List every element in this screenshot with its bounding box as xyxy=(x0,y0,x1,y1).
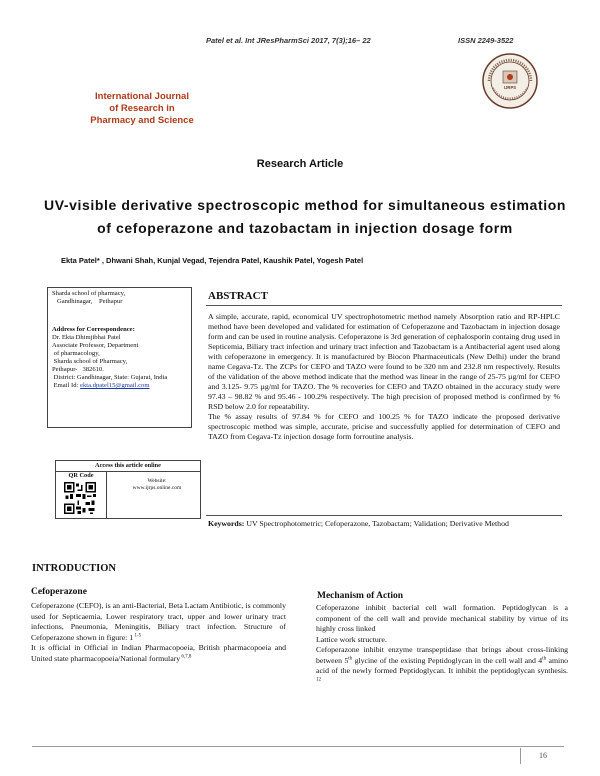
issn: ISSN 2249-3522 xyxy=(458,36,514,45)
correspondence-line: Sharda school of Pharmacy, xyxy=(52,358,128,365)
keywords-text: UV Spectrophotometric; Cefoperazone, Tazobactam; Validation; Derivative Method xyxy=(244,519,509,528)
access-online-box xyxy=(55,460,201,519)
correspondence-title: Address for Correspondence: xyxy=(52,326,135,333)
email-line xyxy=(52,382,187,390)
article-title xyxy=(40,194,570,240)
reference: 6,7,8 xyxy=(180,653,192,659)
journal-name-line: Pharmacy and Science xyxy=(90,115,194,126)
author-list: Ekta Patel* , Dhwani Shah, Kunjal Vegad, Tejendra Patel, Kaushik Patel, Yogesh Patel xyxy=(61,256,364,265)
paragraph-text: glycine of the existing Peptidoglycan in the cell wall and 4 xyxy=(352,655,543,665)
reference: 12 xyxy=(316,676,321,682)
website-label: Website: xyxy=(147,478,167,484)
mechanism-body xyxy=(316,603,568,687)
email-link[interactable]: ekta.dpatel15@gmail.com xyxy=(80,382,150,389)
abstract-heading: ABSTRACT xyxy=(208,290,268,302)
keywords xyxy=(208,519,560,529)
cefoperazone-body xyxy=(31,601,286,664)
affiliation-line: Sharda school of pharmacy, xyxy=(52,290,126,297)
paragraph-text: Cefoperazone inhibit enzyme transpeptidase that brings about cross-linking between 5 xyxy=(316,645,568,665)
footer-rule xyxy=(32,746,564,747)
access-heading: Access this article online xyxy=(56,461,200,472)
correspondence-line: Pethapur- 382610. xyxy=(52,366,104,373)
journal-name-line: International Journal xyxy=(95,91,189,102)
superscript: th xyxy=(542,655,547,661)
journal-name-line: of Research in xyxy=(109,103,175,114)
page-number: 16 xyxy=(520,748,565,764)
title-line: UV-visible derivative spectroscopic method for simultaneous estimation xyxy=(43,197,567,213)
correspondence-line: Dr. Ekta Dhimjibhai Patel xyxy=(52,334,121,341)
affiliation-line: Gandhinagar, Pethapur xyxy=(52,298,123,305)
logo-label: IJRPS xyxy=(503,85,517,90)
paragraph xyxy=(31,601,286,643)
paragraph: Lattice work structure. xyxy=(316,634,387,644)
paragraph xyxy=(31,643,286,664)
abstract-paragraph: The % assay results of 97.84 % for CEFO and 100.25 % for TAZO indicate the proposed derivative spectroscopic method was simple, accurate, pricise and successfully applied for determination of CEFO and TAZO from Cegava-Tz injection dosage form forroutine analysis. xyxy=(208,412,560,441)
article-type: Research Article xyxy=(256,158,344,170)
cefoperazone-heading: Cefoperazone xyxy=(31,587,87,597)
keywords-label: Keywords: xyxy=(208,519,245,528)
email-label: Email Id: xyxy=(52,382,81,389)
title-line: of cefoperazone and tazobactam in injection dosage form xyxy=(97,220,513,236)
qr-column xyxy=(56,471,107,518)
website-info xyxy=(118,478,196,492)
introduction-heading: INTRODUCTION xyxy=(32,563,117,574)
affiliation-box xyxy=(47,287,192,428)
paragraph xyxy=(316,645,568,687)
mechanism-heading: Mechanism of Action xyxy=(317,591,404,601)
paragraph: Cefoperazone inhibit bacterial cell wall formation. Peptidoglycan is a component of the cell wall and provide mechanical stability by virtue of its highly cross linked xyxy=(316,603,568,633)
correspondence-line: District: Gandhinagar, State: Gujarat, India xyxy=(52,374,168,381)
abstract-rule xyxy=(206,305,562,306)
correspondence-line: Associate Professor, Department xyxy=(52,342,139,349)
qr-label: QR Code xyxy=(68,472,94,479)
website-url[interactable]: www.ijrps.online.com xyxy=(132,485,182,491)
paragraph-text: amino acid of the newly formed Peptidoglycan. It inhibit the peptidoglycan synthesis. xyxy=(316,655,568,675)
correspondence-line: of pharmacology, xyxy=(52,350,100,357)
reference: 1-5 xyxy=(133,632,142,638)
abstract-body xyxy=(208,312,560,442)
qr-code-icon[interactable] xyxy=(64,482,96,514)
superscript: th xyxy=(348,655,353,661)
keywords-rule xyxy=(206,515,562,516)
journal-name xyxy=(67,91,217,127)
paragraph-text: It is official in Official in Indian Pharmacopoeia, British pharmacopoeia and United state pharmacopoeia/National formulary xyxy=(31,643,286,663)
running-citation: Patel et al. Int JResPharmSci 2017, 7(3);16– 22 xyxy=(206,36,371,45)
abstract-paragraph: A simple, accurate, rapid, economical UV spectrophotometric method namely Absorption ratio and RP-HPLC method have been developed and validated for estimation of Cefoperazone and Tazobactam in injection dosage form and can be used in routine analysis. Cefoperazone is 3rd generation of cephalosporin containg drug used in Septicemia, Biliary tract infection and urinary tract infection and Tazobactam is a Antibacterial agent used along with cefoperazone in emergency. It is manufactured by Biocon Pharmaceuticals (New Delhi) under the brand name Cegava-Tz. The ZCPs for CEFO and TAZO were found to be 320 nm and 232.8 nm respectively. Results of the validation of the above method indicate that the method was linear in the range of 25-75 µg/ml for CEFO and 3.125- 9.75 µg/ml for TAZO. The % recoveries for CEFO and TAZO obtained in the accuracy study were 97.43 – 98.82 % and 95.46 - 100.2% respectively. The high precision of proposed method is confirmed by % RSD below 2.0 for repeatability. xyxy=(208,312,560,411)
paragraph-text: Cefoperazone (CEFO), is an anti-Bacterial, Beta Lactam Antibiotic, is commonly used for Septicaemia, Lower respiratory tract, upper and lower urinary tract infections, Pneumonia, Meningitis, Biliary tract infection. Structure of Cefoperazone shown in figure: 1 xyxy=(31,601,286,642)
journal-logo xyxy=(481,52,539,110)
